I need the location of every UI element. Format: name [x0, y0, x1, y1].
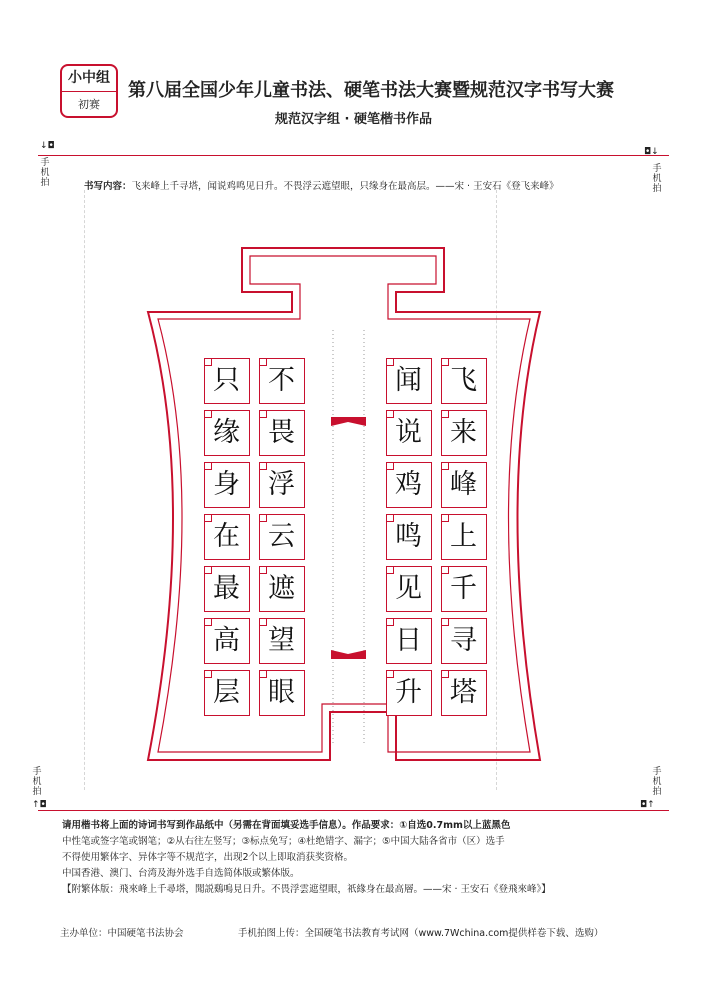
- round-label: 初赛: [78, 98, 100, 111]
- grid-cell: [259, 514, 305, 560]
- camera-icon: ◘↓: [644, 147, 659, 157]
- grid-character: 眼: [268, 677, 295, 708]
- grid-cell: [259, 462, 305, 508]
- grid-character: 身: [213, 469, 240, 500]
- grid-cell: [386, 462, 432, 508]
- grid-cell: [204, 410, 250, 456]
- grid-character: 飞: [450, 365, 477, 396]
- grid-character: 缘: [213, 417, 240, 448]
- grid-cell: [441, 410, 487, 456]
- grid-cell: [386, 410, 432, 456]
- camera-icon: ◘↑: [640, 800, 655, 810]
- upload-info: 手机拍图上传：全国硬笔书法教育考试网（www.7Wchina.com提供样卷下载、选购）: [238, 928, 604, 939]
- grid-character: 寻: [450, 625, 477, 656]
- bottom-rule: [38, 810, 669, 811]
- grid-character: 上: [450, 521, 477, 552]
- organizer: 主办单位：中国硬笔书法协会: [60, 928, 184, 939]
- grid-character: 不: [268, 365, 295, 396]
- grid-character: 升: [395, 677, 422, 708]
- grid-cell: [441, 670, 487, 716]
- corner-label-bottom-left: 手机拍: [32, 767, 42, 797]
- grid-character: 只: [213, 365, 240, 396]
- grid-cell: [204, 670, 250, 716]
- grid-character: 高: [213, 625, 240, 656]
- grid-cell: [441, 566, 487, 612]
- grid-cell: [204, 618, 250, 664]
- grid-cell: [259, 358, 305, 404]
- grid-character: 最: [213, 573, 240, 604]
- grid-cell: [204, 514, 250, 560]
- grid-cell: [441, 462, 487, 508]
- grid-character: 鸡: [395, 469, 422, 500]
- camera-icon: ↑◘: [32, 800, 47, 810]
- requirements-line-1: 请用楷书将上面的诗词书写到作品纸中（另需在背面填妥选手信息）。作品要求：①自选0.7mm以上蓝黑色: [62, 820, 511, 831]
- group-label: 小中组: [62, 66, 116, 92]
- corner-label-top-right: 手机拍: [652, 164, 662, 194]
- grid-cell: [204, 358, 250, 404]
- requirements-line-3: 不得使用繁体字、异体字等不规范字，出现2个以上即取消获奖资格。: [62, 852, 354, 863]
- grid-character: 鸣: [395, 521, 422, 552]
- grid-cell: [259, 670, 305, 716]
- corner-label-top-left: 手机拍: [40, 158, 50, 188]
- content-label: 书写内容：: [84, 181, 132, 192]
- page-subtitle: 规范汉字组 · 硬笔楷书作品: [275, 112, 432, 127]
- grid-cell: [259, 410, 305, 456]
- grid-cell: [386, 514, 432, 560]
- grid-cell: [204, 462, 250, 508]
- grid-character: 塔: [450, 677, 477, 708]
- page-title: 第八届全国少年儿童书法、硬笔书法大赛暨规范汉字书写大赛: [128, 80, 614, 101]
- grid-cell: [204, 566, 250, 612]
- grid-character: 千: [450, 573, 477, 604]
- grid-character: 在: [213, 521, 240, 552]
- grid-character: 闻: [395, 365, 422, 396]
- grid-cell: [386, 670, 432, 716]
- grid-cell: [259, 618, 305, 664]
- grid-character: 来: [450, 417, 477, 448]
- requirements-line-5: 【附繁体版：飛來峰上千尋塔，聞説鷄鳴見日升。不畏浮雲遮望眼，祇緣身在最高層。——宋 · 王安石《登飛來峰》】: [62, 884, 551, 895]
- content-text: 飞来峰上千寻塔，闻说鸡鸣见日升。不畏浮云遮望眼，只缘身在最高层。——宋 · 王安石《登飞来峰》: [131, 181, 559, 192]
- grid-character: 畏: [268, 417, 295, 448]
- grid-character: 云: [268, 521, 295, 552]
- grid-cell: [441, 514, 487, 560]
- grid-character: 日: [395, 625, 422, 656]
- grid-cell: [441, 358, 487, 404]
- ornament-bottom: [331, 650, 366, 659]
- grid-character: 浮: [268, 469, 295, 500]
- grid-character: 峰: [450, 469, 477, 500]
- grid-character: 遮: [268, 573, 295, 604]
- grid-cell: [259, 566, 305, 612]
- grid-character: 层: [213, 677, 240, 708]
- grid-character: 说: [395, 417, 422, 448]
- requirements-line-2: 中性笔或签字笔或钢笔；②从右往左竖写；③标点免写；④杜绝错字、漏字；⑤中国大陆各省市（区）选手: [62, 836, 505, 847]
- grid-cell: [386, 358, 432, 404]
- grid-cell: [386, 618, 432, 664]
- camera-icon: ↓◘: [40, 141, 55, 151]
- ornament-top: [331, 417, 366, 426]
- corner-label-bottom-right: 手机拍: [652, 767, 662, 797]
- grid-character: 见: [395, 573, 422, 604]
- grid-cell: [441, 618, 487, 664]
- requirements-line-4: 中国香港、澳门、台湾及海外选手自选简体版或繁体版。: [62, 868, 300, 879]
- grid-character: 望: [268, 625, 295, 656]
- grid-cell: [386, 566, 432, 612]
